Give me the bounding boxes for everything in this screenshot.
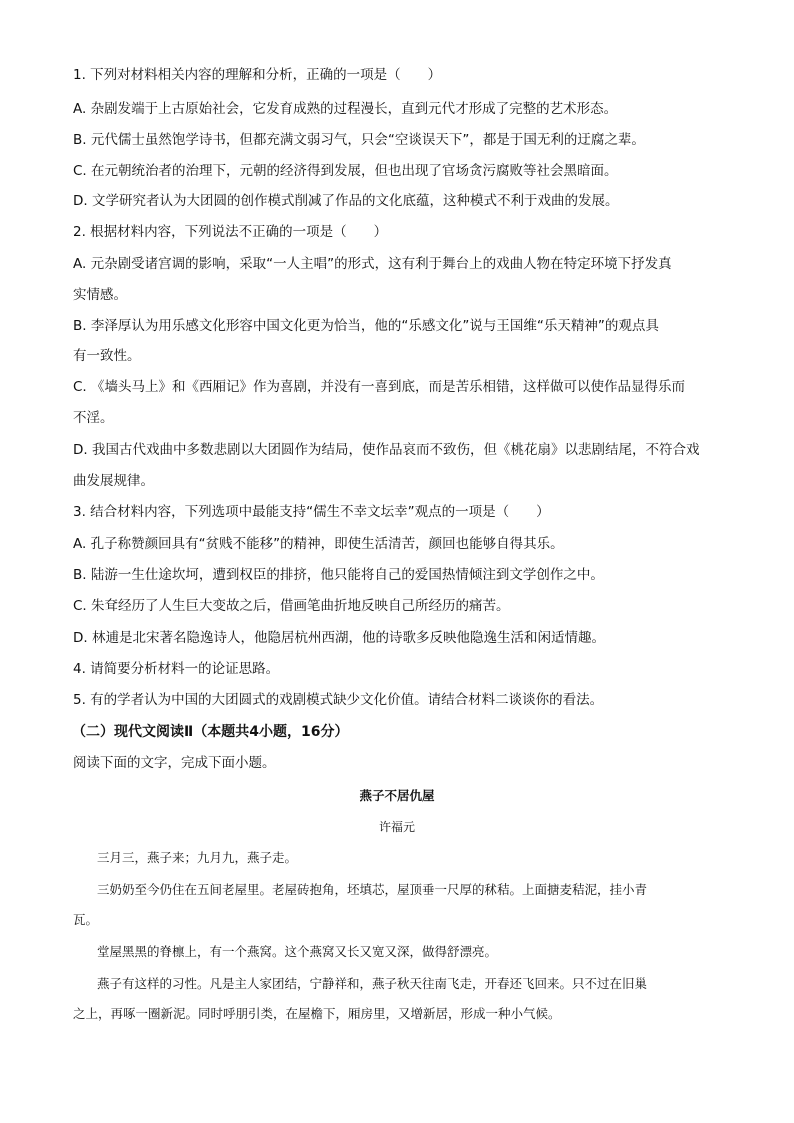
story-author: 许福元 bbox=[378, 820, 415, 834]
question-2-option-a-line-1: A. 元杂剧受诸宫调的影响，采取“一人主唱”的形式，这有利于舞台上的戏曲人物在特定环境下抒发真 bbox=[73, 256, 672, 272]
story-paragraph-2-line-2: 瓦。 bbox=[73, 912, 99, 927]
question-3-option-c: C. 朱耷经历了人生巨大变故之后，借画笔曲折地反映自己所经历的痛苦。 bbox=[73, 598, 510, 614]
question-5-stem: 5. 有的学者认为中国的大团圆式的戏剧模式缺少文化价值。请结合材料二谈谈你的看法。 bbox=[73, 692, 604, 708]
story-paragraph-4-line-2: 之上，再啄一圈新泥。同时呼朋引类，在屋檐下，厢房里，又增新居，形成一种小气候。 bbox=[73, 1006, 561, 1021]
question-3-option-d: D. 林逋是北宋著名隐逸诗人，他隐居杭州西湖，他的诗歌多反映他隐逸生活和闲适情趣。 bbox=[73, 630, 605, 646]
question-1-option-c: C. 在元朝统治者的治理下，元朝的经济得到发展，但也出现了官场贪污腐败等社会黑暗面。 bbox=[73, 163, 618, 179]
question-2-option-c-line-2: 不淫。 bbox=[73, 410, 114, 426]
story-paragraph-4-line-1: 燕子有这样的习性。凡是主人家团结，宁静祥和，燕子秋天往南飞走，开春还飞回来。只不过在旧巢 bbox=[97, 976, 648, 991]
question-4-stem: 4. 请简要分析材料一的论证思路。 bbox=[73, 661, 280, 677]
question-2-option-b-line-2: 有一致性。 bbox=[73, 348, 141, 364]
question-3-stem: 3. 结合材料内容，下列选项中最能支持“儒生不幸文坛幸”观点的一项是（ ） bbox=[73, 504, 550, 520]
question-2-option-d-line-1: D. 我国古代戏曲中多数悲剧以大团圆作为结局，使作品哀而不致伤，但《桃花扇》以悲剧结尾，不符合戏 bbox=[73, 442, 700, 458]
question-1-option-d: D. 文学研究者认为大团圆的创作模式削减了作品的文化底蕴，这种模式不利于戏曲的发展。 bbox=[73, 193, 619, 209]
story-paragraph-2-line-1: 三奶奶至今仍住在五间老屋里。老屋砖抱角，坯填芯，屋顶垂一尺厚的秫秸。上面搪麦秸泥，挂小青 bbox=[97, 882, 648, 897]
story-paragraph-3: 堂屋黑黑的脊檩上，有一个燕窝。这个燕窝又长又宽又深，做得舒漂亮。 bbox=[97, 944, 498, 959]
question-2-option-b-line-1: B. 李泽厚认为用乐感文化形容中国文化更为恰当，他的“乐感文化”说与王国维“乐天精神”的观点具 bbox=[73, 318, 659, 334]
question-1-option-b: B. 元代儒士虽然饱学诗书，但都充满文弱习气，只会“空谈误天下”，都是于国无利的迂腐之辈。 bbox=[73, 132, 645, 148]
story-paragraph-1: 三月三，燕子来；九月九，燕子走。 bbox=[97, 850, 298, 865]
section-heading: （二）现代文阅读Ⅱ（本题共4小题，16分） bbox=[72, 724, 349, 740]
question-1-option-a: A. 杂剧发端于上古原始社会，它发育成熟的过程漫长，直到元代才形成了完整的艺术形态。 bbox=[73, 101, 618, 117]
question-3-option-a: A. 孔子称赞颜回具有“贫贱不能移”的精神，即使生活清苦，颜回也能够自得其乐。 bbox=[73, 536, 564, 552]
question-2-option-d-line-2: 曲发展规律。 bbox=[73, 473, 154, 489]
section-instruction: 阅读下面的文字，完成下面小题。 bbox=[73, 755, 276, 771]
story-title: 燕子不居仇屋 bbox=[359, 788, 435, 803]
question-1-stem: 1. 下列对材料相关内容的理解和分析，正确的一项是（ ） bbox=[73, 67, 442, 83]
question-2-option-a-line-2: 实情感。 bbox=[73, 287, 127, 303]
question-3-option-b: B. 陆游一生仕途坎坷，遭到权臣的排挤，他只能将自己的爱国热情倾注到文学创作之中。 bbox=[73, 567, 604, 583]
question-2-option-c-line-1: C. 《墙头马上》和《西厢记》作为喜剧，并没有一喜到底，而是苦乐相错，这样做可以使作品显得乐而 bbox=[73, 379, 686, 395]
question-2-stem: 2. 根据材料内容，下列说法不正确的一项是（ ） bbox=[73, 224, 388, 240]
